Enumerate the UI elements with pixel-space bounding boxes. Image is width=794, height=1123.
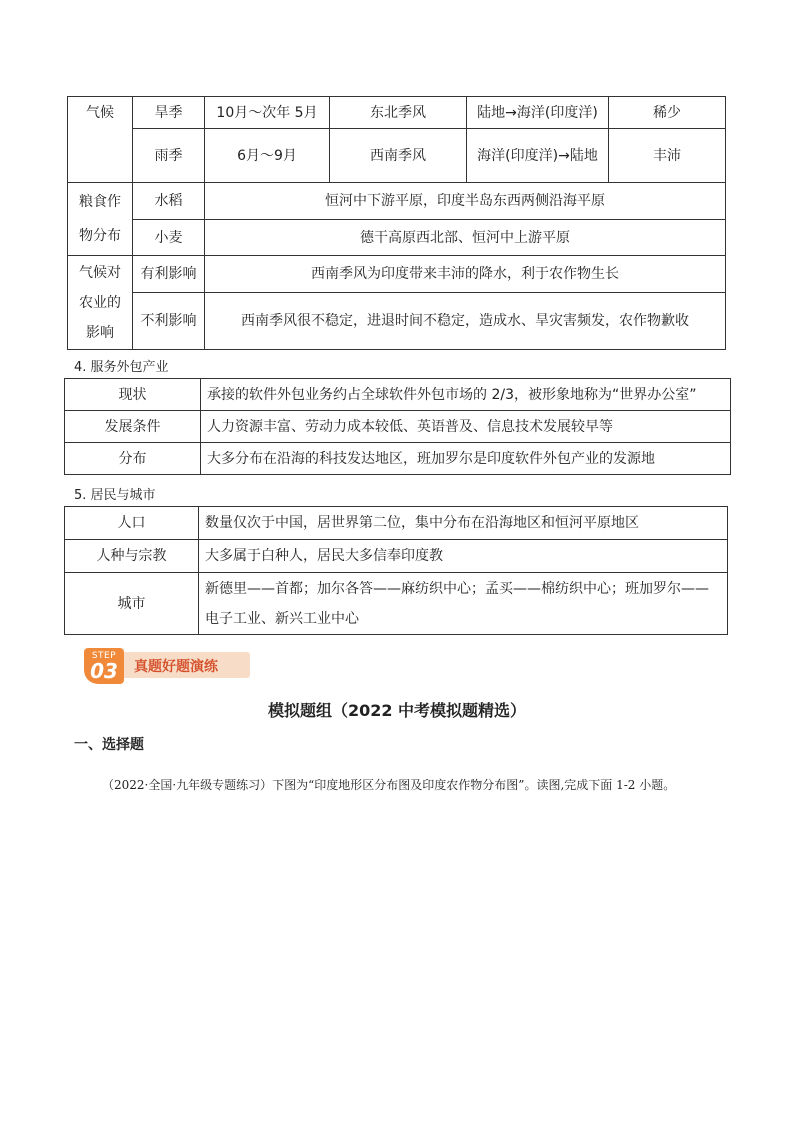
table-row-label: 城市	[65, 573, 199, 635]
population-table	[64, 506, 728, 635]
step-label: 真题好题演练	[134, 659, 218, 675]
page-heading: 模拟题组（2022 中考模拟题精选）	[267, 701, 527, 720]
dry-season-time: 10月～次年 5月	[205, 97, 330, 129]
impact-header: 气候对农业的影响	[68, 256, 133, 350]
table-row-text: 数量仅次于中国，居世界第二位，集中分布在沿海地区和恒河平原地区	[199, 507, 728, 540]
table-row-label: 人口	[65, 507, 199, 540]
rice-area: 恒河中下游平原，印度半岛东西两侧沿海平原	[205, 183, 726, 220]
wet-season-time: 6月～9月	[205, 129, 330, 183]
step-badge	[84, 648, 250, 684]
wet-season-label: 雨季	[133, 129, 205, 183]
table-row-label: 现状	[65, 379, 201, 411]
table-row-label: 分布	[65, 443, 201, 475]
wet-season-direction: 海洋(印度洋)→陆地	[467, 129, 609, 183]
climate-agriculture-table	[67, 96, 726, 350]
outsourcing-table	[64, 378, 731, 475]
dry-season-rain: 稀少	[609, 97, 726, 129]
favorable-text: 西南季风为印度带来丰沛的降水，利于农作物生长	[205, 256, 726, 293]
table-row-text: 大多分布在沿海的科技发达地区，班加罗尔是印度软件外包产业的发源地	[201, 443, 731, 475]
table-row-text: 承接的软件外包业务约占全球软件外包市场的 2/3，被形象地称为“世界办公室”	[201, 379, 731, 411]
step-number: 03	[90, 659, 118, 683]
section-subheading: 一、选择题	[74, 737, 144, 753]
section5-title: 5. 居民与城市	[74, 488, 156, 503]
wheat-area: 德干高原西北部、恒河中上游平原	[205, 220, 726, 256]
step-number-box	[84, 648, 124, 684]
section4-title: 4. 服务外包产业	[74, 360, 169, 375]
unfavorable-text: 西南季风很不稳定，进退时间不稳定，造成水、旱灾害频发，农作物歉收	[205, 293, 726, 350]
step-word: STEP	[91, 651, 117, 661]
dry-season-direction: 陆地→海洋(印度洋)	[467, 97, 609, 129]
favorable-label: 有利影响	[133, 256, 205, 293]
wet-season-wind: 西南季风	[330, 129, 467, 183]
dry-season-wind: 东北季风	[330, 97, 467, 129]
rice-label: 水稻	[133, 183, 205, 220]
dry-season-label: 旱季	[133, 97, 205, 129]
table-row-label: 人种与宗教	[65, 540, 199, 573]
unfavorable-label: 不利影响	[133, 293, 205, 350]
table-row-text: 人力资源丰富、劳动力成本较低、英语普及、信息技术发展较早等	[201, 411, 731, 443]
table-row-text: 新德里——首都；加尔各答——麻纺织中心；孟买——棉纺织中心；班加罗尔——电子工业、新兴工业中心	[199, 573, 728, 635]
table-row-label: 发展条件	[65, 411, 201, 443]
crops-header: 粮食作物分布	[68, 183, 133, 256]
table-row-text: 大多属于白种人，居民大多信奉印度教	[199, 540, 728, 573]
climate-header: 气候	[68, 97, 133, 183]
wheat-label: 小麦	[133, 220, 205, 256]
question-paragraph: （2022·全国·九年级专题练习）下图为“印度地形区分布图及印度农作物分布图”。读图,完成下面 1-2 小题。	[102, 778, 676, 792]
wet-season-rain: 丰沛	[609, 129, 726, 183]
